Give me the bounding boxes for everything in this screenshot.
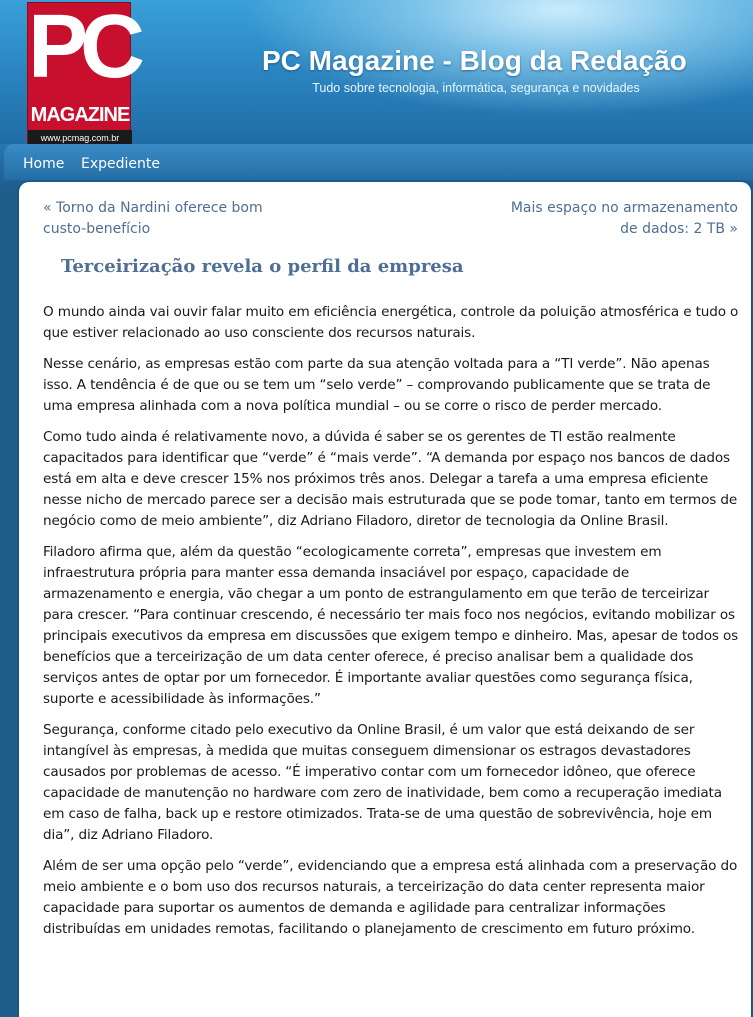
logo-pc-text: PC — [28, 0, 138, 97]
post-body — [43, 302, 741, 950]
site-tagline: Tudo sobre tecnologia, informática, segurança e novidades — [312, 81, 640, 95]
post-paragraph: Nesse cenário, as empresas estão com parte da sua atenção voltada para a “TI verde”. Não apenas isso. A tendência é de que ou se tem um “selo verde” – comprovando publicamente que se trata de uma empresa alinhada com a nova política mundial – ou se corre o risco de perder mercado. — [43, 356, 711, 414]
post-title[interactable]: Terceirização revela o perfil da empresa — [61, 256, 464, 277]
post-paragraph: Filadoro afirma que, além da questão “ecologicamente correta”, empresas que investem em infraestrutura própria para manter essa demanda insaciável por espaço, capacidade de armazenamento e energia, vão chegar a um ponto de estrangulamento em que terão de terceirizar para crescer. “Para continuar crescendo, é necessário ter mais foco nos negócios, evitando mobilizar os principais executivos da empresa em discussões que exigem tempo e dinheiro. Mas, apesar de todos os benefícios que a terceirização de um data center oferece, é preciso analisar bem a qualidade dos serviços antes de optar por um fornecedor. É importante avaliar questões como segurança física, suporte e acessibilidade às informações.” — [43, 544, 739, 707]
post-paragraph: O mundo ainda vai ouvir falar muito em eficiência energética, controle da poluição atmosférica e tudo o que estiver relacionado ao uso consciente dos recursos naturais. — [43, 304, 739, 341]
previous-post-link[interactable]: « Torno da Nardini oferece bom custo-benefício — [43, 200, 263, 237]
nav-item-home[interactable]: Home — [23, 156, 65, 172]
next-post-link[interactable]: Mais espaço no armazenamento de dados: 2 TB » — [510, 200, 738, 237]
pc-magazine-logo[interactable] — [27, 0, 138, 146]
post-paragraph: Segurança, conforme citado pelo executivo da Online Brasil, é um valor que está deixando de ser intangível às empresas, à medida que muitas conseguem dimensionar os estragos devastadores causados por problemas de acesso. “É imperativo contar com um fornecedor idôneo, que oferece capacidade de manutenção no hardware com zero de inatividade, bem como a recuperação imediata em caso de falha, back up e restore otimizados. Trata-se de uma questão de sobrevivência, hoje em dia”, diz Adriano Filadoro. — [43, 722, 722, 843]
site-title[interactable]: PC Magazine - Blog da Redação — [262, 45, 687, 76]
main-navigation — [0, 144, 753, 186]
site-header — [0, 0, 753, 150]
post-paragraph: Além de ser uma opção pelo “verde”, evidenciando que a empresa está alinhada com a preservação do meio ambiente e o bom uso dos recursos naturais, a terceirização do data center representa maior capacidade para suportar os aumentos de demanda e agilidade para centralizar informações distribuídas em unidades remotas, facilitando o planejamento de crescimento em futuro próximo. — [43, 858, 738, 937]
logo-magazine-text: MAGAZINE — [30, 104, 130, 126]
post-paragraph: Como tudo ainda é relativamente novo, a dúvida é saber se os gerentes de TI estão realmente capacitados para identificar que “verde” é “mais verde”. “A demanda por espaço nos bancos de dados está em alta e deve crescer 15% nos próximos três anos. Delegar a tarefa a uma empresa eficiente nesse nicho de mercado parece ser a decisão mais estruturada que se pode tomar, tanto em termos de negócio como de meio ambiente”, diz Adriano Filadoro, diretor de tecnologia da Online Brasil. — [43, 429, 738, 529]
content-panel — [19, 182, 751, 1017]
logo-url-text: www.pcmag.com.br — [28, 130, 132, 147]
nav-item-expediente[interactable]: Expediente — [81, 156, 160, 172]
